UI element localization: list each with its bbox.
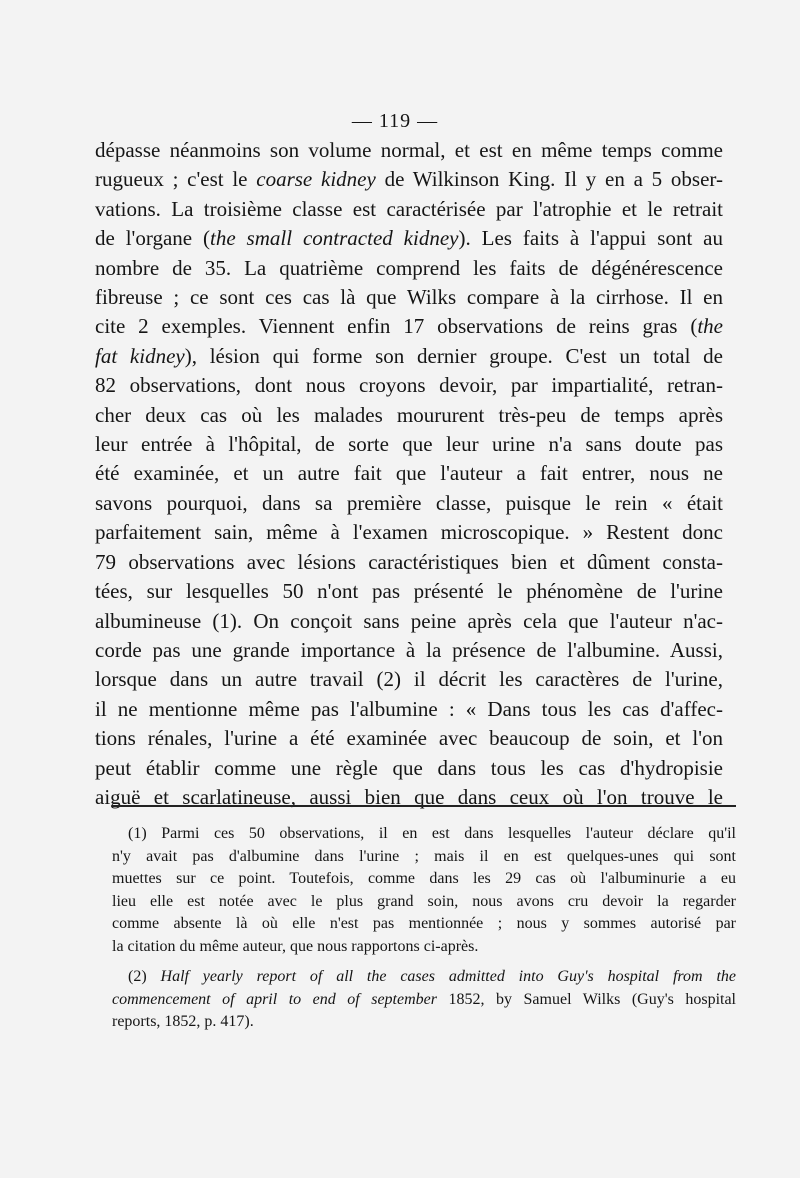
text-run: ). Les faits à l'appui sont au [458, 226, 723, 251]
text-run: de Wilkinson King. Il y en a 5 obser- [375, 167, 723, 192]
text-run: lorsque dans un autre travail (2) il décrit les caractères de l'urine, [95, 667, 723, 692]
body-line [95, 254, 723, 283]
body-line [95, 371, 723, 400]
footnote-line [112, 846, 736, 869]
text-run: cher deux cas où les malades moururent très-peu de temps après [95, 402, 723, 427]
text-run: the [697, 314, 723, 339]
text-run: 1852, by Samuel Wilks (Guy's hospital [437, 990, 736, 1008]
text-run: Half yearly report of all the cases admitted into Guy's hospital from the [160, 968, 736, 985]
body-line [95, 136, 723, 165]
body-line [95, 724, 723, 753]
text-run: tées, sur lesquelles 50 n'ont pas présenté le phénomène de l'urine [95, 579, 723, 604]
body-line [95, 665, 723, 694]
text-run: corde pas une grande importance à la présence de l'albumine. Aussi, [95, 637, 723, 662]
text-run: 82 observations, dont nous croyons devoir, par impartialité, retran- [95, 373, 723, 398]
text-run: comme absente là où elle n'est pas mentionnée ; nous y sommes autorisé par [112, 915, 736, 932]
body-paragraph [95, 136, 723, 812]
text-run: the small contracted kidney [210, 226, 459, 251]
footnote-gap [112, 958, 736, 966]
footnote-line [112, 823, 736, 846]
text-run: tions rénales, l'urine a été examinée avec beaucoup de soin, et l'on [95, 726, 723, 751]
body-line [95, 430, 723, 459]
footnote-line [112, 868, 736, 891]
text-run: été examinée, et un autre fait que l'auteur a fait entrer, nous ne [95, 461, 723, 486]
text-run: parfaitement sain, même à l'examen microscopique. » Restent donc [95, 520, 723, 545]
text-run: cite 2 exemples. Viennent enfin 17 observations de reins gras ( [95, 314, 698, 339]
text-run: albumineuse (1). On conçoit sans peine après cela que l'auteur n'ac- [95, 608, 723, 633]
body-line [95, 636, 723, 665]
text-run: fat kidney [95, 343, 185, 368]
text-run: leur entrée à l'hôpital, de sorte que leur urine n'a sans doute pas [95, 432, 723, 457]
footnotes [112, 823, 736, 1034]
text-run: n'y avait pas d'albumine dans l'urine ; mais il en est quelques-unes qui sont [112, 847, 736, 865]
text-run: rugueux ; c'est le [95, 167, 257, 192]
text-run: nombre de 35. La quatrième comprend les faits de dégénérescence [95, 255, 723, 280]
footnote-line [112, 966, 736, 989]
body-line [95, 401, 723, 430]
body-line [95, 577, 723, 606]
body-line [95, 489, 723, 518]
body-line [95, 783, 723, 812]
body-line [95, 518, 723, 547]
footnote-line [112, 913, 736, 936]
text-run: (1) Parmi ces 50 observations, il en est dans lesquelles l'auteur déclare qu'il [128, 825, 736, 842]
footnote-line [112, 1011, 736, 1034]
body-line [95, 283, 723, 312]
text-run: aiguë et scarlatineuse, aussi bien que dans ceux où l'on trouve le [95, 784, 723, 809]
body-line [95, 312, 723, 341]
body-line [95, 459, 723, 488]
body-line [95, 165, 723, 194]
footnote-separator [112, 805, 736, 807]
text-run: (2) [128, 968, 161, 985]
text-run: peut établir comme une règle que dans tous les cas d'hydropisie [95, 755, 723, 780]
body-line [95, 754, 723, 783]
body-line [95, 342, 723, 371]
text-run: vations. La troisième classe est caractérisée par l'atrophie et le retrait [95, 196, 723, 221]
footnote-line [112, 989, 736, 1012]
body-line [95, 224, 723, 253]
text-run: de l'organe ( [95, 226, 210, 251]
page-number: — 119 — [351, 110, 439, 132]
footnote-line [112, 936, 736, 959]
footnote-line [112, 891, 736, 914]
body-line [95, 195, 723, 224]
text-run: la citation du même auteur, que nous rapportons ci-après. [112, 937, 479, 955]
text-run: savons pourquoi, dans sa première classe, puisque le rein « était [95, 490, 723, 515]
text-run: muettes sur ce point. Toutefois, comme dans les 29 cas où l'albuminurie a eu [112, 870, 736, 887]
body-line [95, 548, 723, 577]
text-run: il ne mentionne même pas l'albumine : « Dans tous les cas d'affec- [95, 696, 723, 721]
text-run: coarse kidney [256, 167, 376, 192]
text-run: lieu elle est notée avec le plus grand soin, nous avons cru devoir la regarder [112, 892, 736, 910]
text-run: ), lésion qui forme son dernier groupe. C'est un total de [184, 343, 723, 368]
text-run: dépasse néanmoins son volume normal, et est en même temps comme [95, 138, 723, 162]
text-run: reports, 1852, p. 417). [112, 1013, 254, 1030]
body-line [95, 695, 723, 724]
text-run: commencement of april to end of september [112, 990, 437, 1008]
text-run: 79 observations avec lésions caractéristiques bien et dûment consta- [95, 549, 723, 574]
body-line [95, 607, 723, 636]
text-run: fibreuse ; ce sont ces cas là que Wilks compare à la cirrhose. Il en [95, 285, 723, 310]
